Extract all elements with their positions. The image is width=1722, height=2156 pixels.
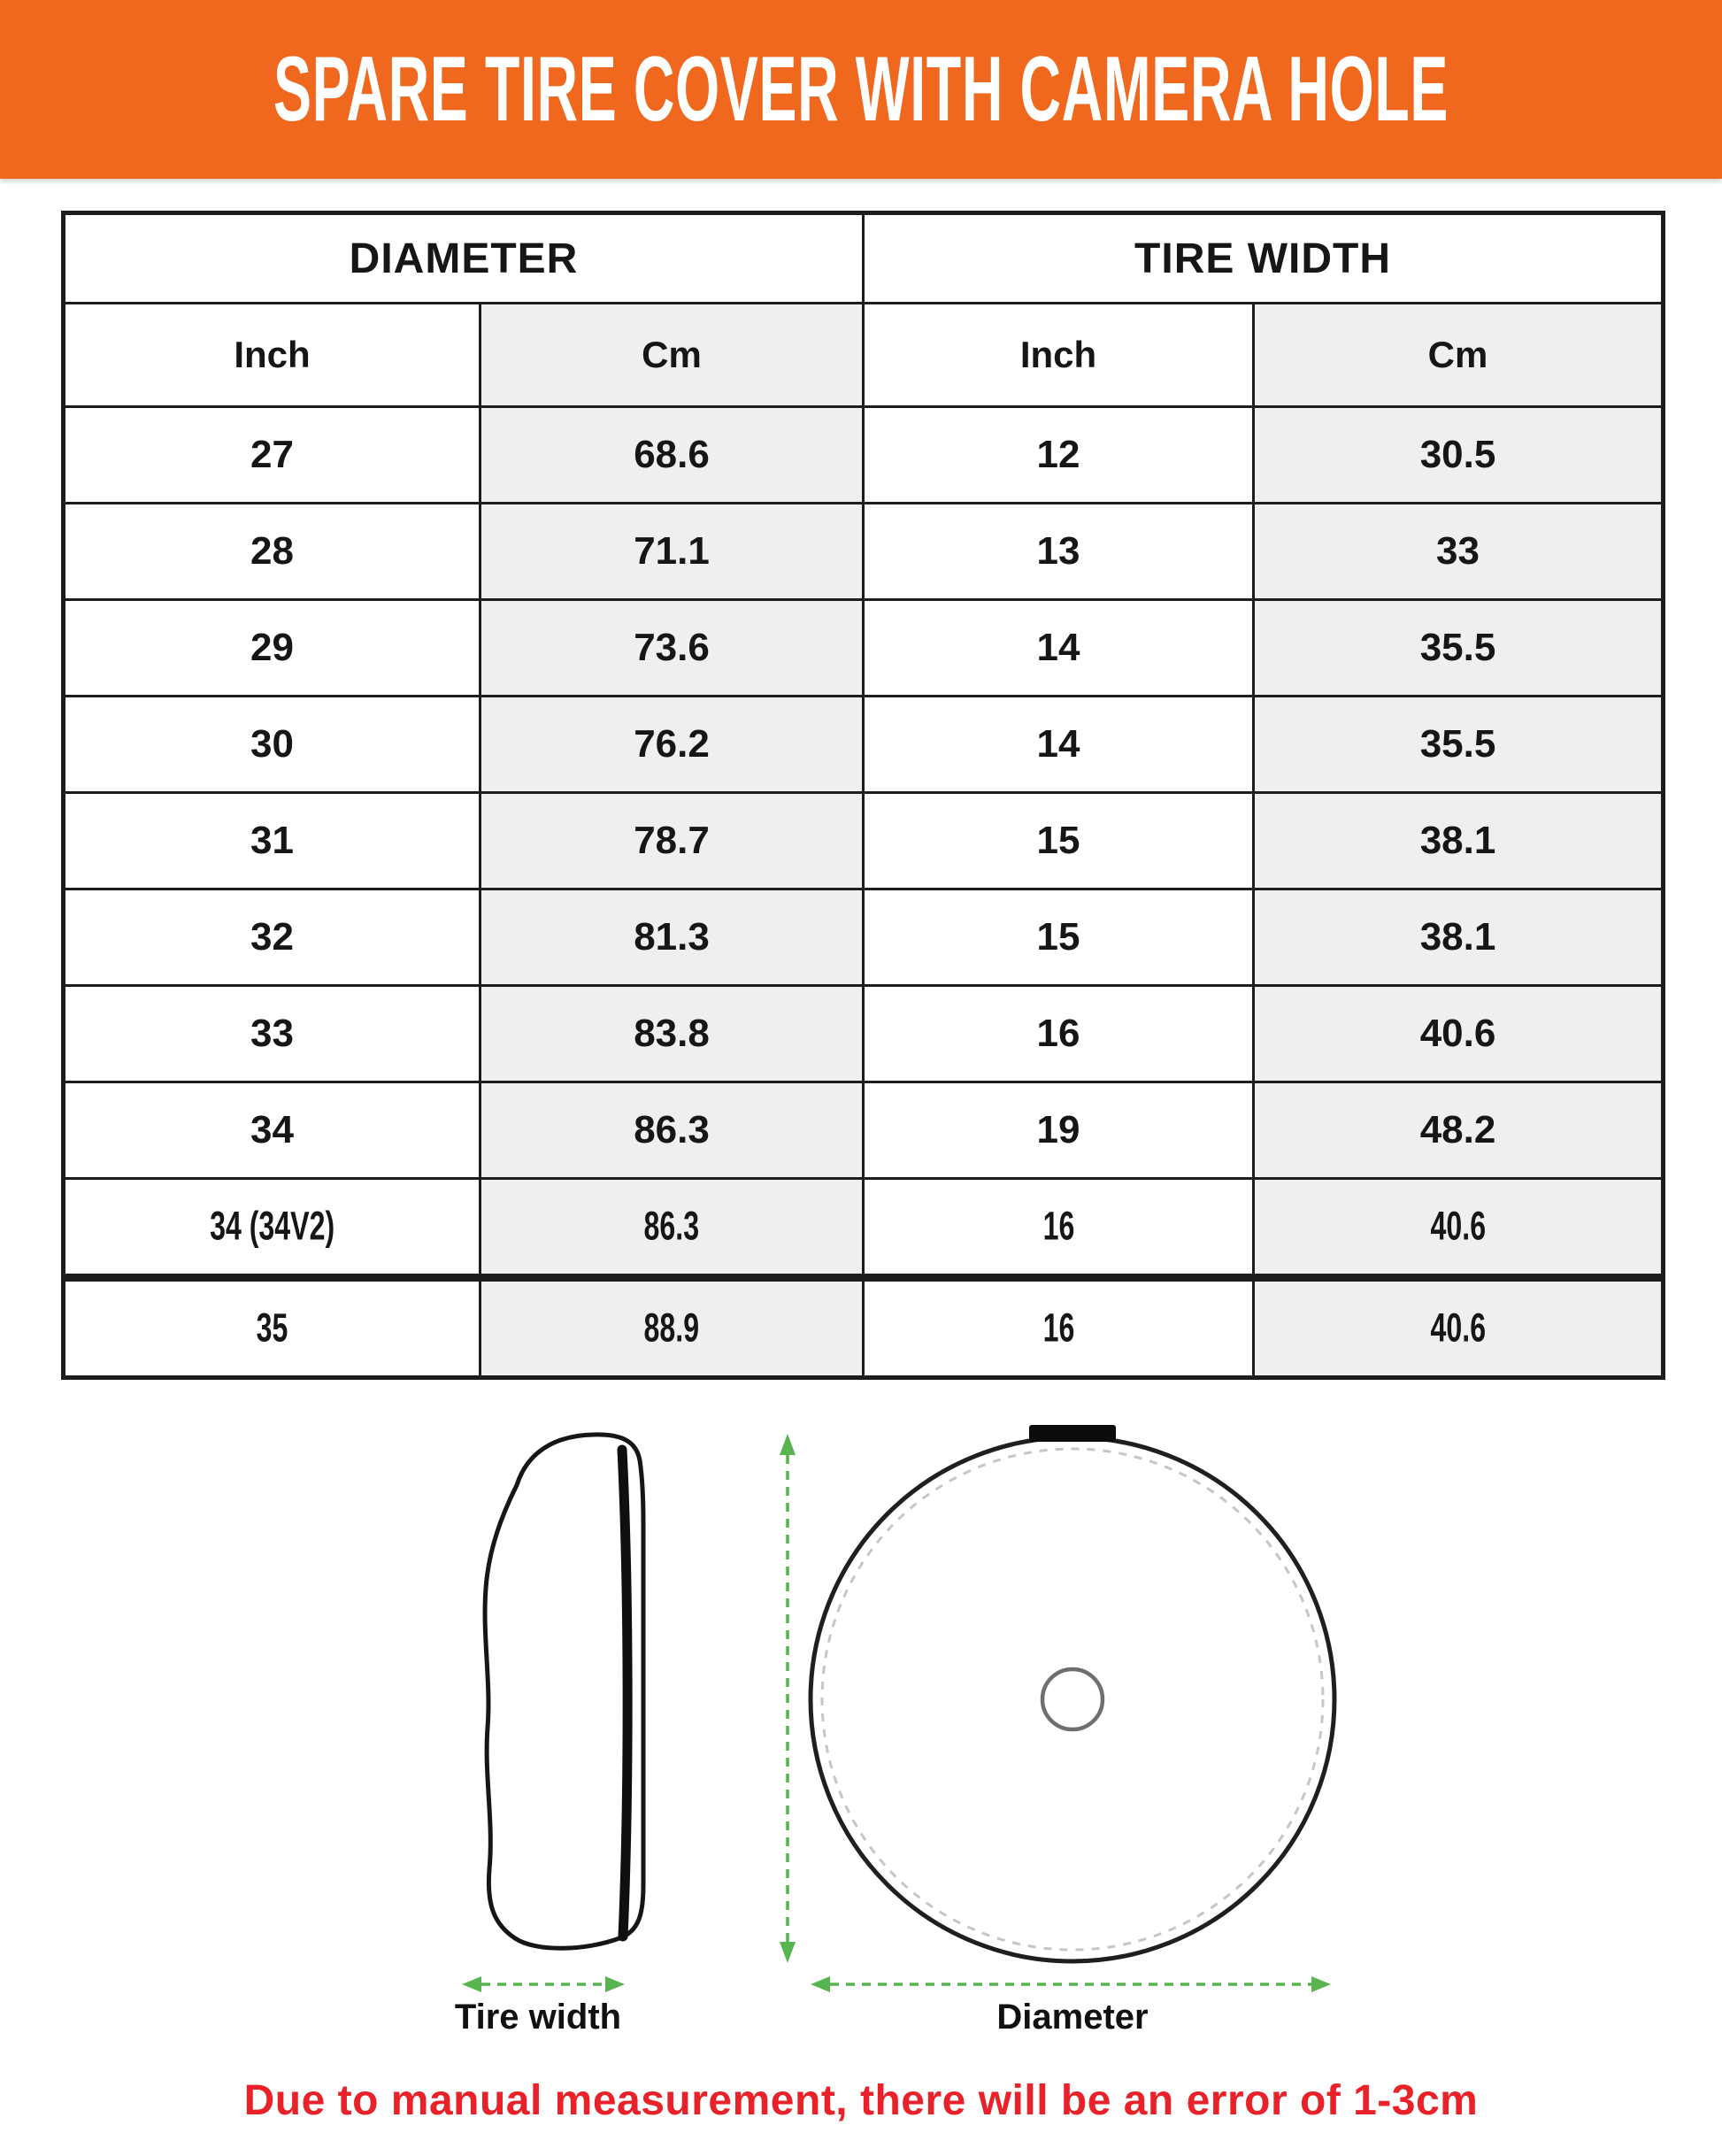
- inch-value-cell: 32: [64, 889, 480, 986]
- page-title: SPARE TIRE COVER WITH CAMERA HOLE: [273, 37, 1449, 141]
- table-row: [64, 1179, 1664, 1278]
- col-header-width-inch: Inch: [864, 304, 1254, 407]
- inch-value-cell: 19: [864, 1082, 1254, 1179]
- measurement-diagram: [0, 1381, 1722, 2156]
- inch-value-cell: 31: [64, 793, 480, 889]
- inch-value-cell: 27: [64, 407, 480, 504]
- inch-value-cell: 14: [864, 600, 1254, 697]
- size-chart-table: [61, 211, 1665, 1380]
- inch-value-cell: 16: [864, 986, 1254, 1082]
- table-row: [64, 1082, 1664, 1179]
- inch-value-cell: 15: [864, 793, 1254, 889]
- cm-value-cell: 73.6: [480, 600, 864, 697]
- group-header-tire-width: TIRE WIDTH: [864, 213, 1664, 304]
- cm-value-cell: 86.3: [480, 1179, 864, 1278]
- table-row: [64, 1278, 1664, 1378]
- cm-value-cell: 30.5: [1254, 407, 1664, 504]
- table-row: [64, 504, 1664, 600]
- tire-side-view-icon: [485, 1435, 643, 1948]
- inch-value-cell: 28: [64, 504, 480, 600]
- table-row: [64, 986, 1664, 1082]
- cm-value-cell: 88.9: [480, 1278, 864, 1378]
- tire-width-label: Tire width: [454, 1998, 622, 2037]
- inch-value-cell: 16: [864, 1278, 1254, 1378]
- table-row: [64, 600, 1664, 697]
- hanging-tab-icon: [1029, 1425, 1116, 1442]
- inch-value-cell: 34: [64, 1082, 480, 1179]
- measurement-error-note: Due to manual measurement, there will be an error of 1-3cm: [243, 2077, 1479, 2124]
- cm-value-cell: 83.8: [480, 986, 864, 1082]
- cm-value-cell: 35.5: [1254, 600, 1664, 697]
- inch-value-cell: 30: [64, 697, 480, 793]
- inch-value-cell: 15: [864, 889, 1254, 986]
- inch-value-cell: 14: [864, 697, 1254, 793]
- table-row: [64, 889, 1664, 986]
- inch-value-cell: 33: [64, 986, 480, 1082]
- title-banner: [0, 0, 1722, 179]
- table-row: [64, 407, 1664, 504]
- group-header-diameter: DIAMETER: [64, 213, 864, 304]
- diameter-vertical-arrow: [780, 1434, 796, 1963]
- cm-value-cell: 33: [1254, 504, 1664, 600]
- inch-value-cell: 35: [64, 1278, 480, 1378]
- cm-value-cell: 76.2: [480, 697, 864, 793]
- inch-value-cell: 16: [864, 1179, 1254, 1278]
- col-header-width-cm: Cm: [1254, 304, 1664, 407]
- inch-value-cell: 12: [864, 407, 1254, 504]
- inch-value-cell: 29: [64, 600, 480, 697]
- cm-value-cell: 68.6: [480, 407, 864, 504]
- cm-value-cell: 86.3: [480, 1082, 864, 1179]
- cm-value-cell: 35.5: [1254, 697, 1664, 793]
- diameter-horizontal-arrow: [811, 1976, 1331, 1992]
- cm-value-cell: 38.1: [1254, 889, 1664, 986]
- table-row: [64, 793, 1664, 889]
- table-row: [64, 697, 1664, 793]
- cm-value-cell: 71.1: [480, 504, 864, 600]
- size-table-body: [64, 407, 1664, 1378]
- cm-value-cell: 38.1: [1254, 793, 1664, 889]
- cm-value-cell: 81.3: [480, 889, 864, 986]
- col-header-diameter-inch: Inch: [64, 304, 480, 407]
- diameter-label: Diameter: [996, 1998, 1149, 2037]
- inch-value-cell: 34 (34V2): [64, 1179, 480, 1278]
- column-header-row: [64, 304, 1664, 407]
- col-header-diameter-cm: Cm: [480, 304, 864, 407]
- cm-value-cell: 48.2: [1254, 1082, 1664, 1179]
- group-header-row: [64, 213, 1664, 304]
- tire-front-view-icon: [811, 1425, 1334, 1961]
- cm-value-cell: 40.6: [1254, 986, 1664, 1082]
- camera-hole-icon: [1042, 1669, 1103, 1729]
- cm-value-cell: 78.7: [480, 793, 864, 889]
- tire-width-arrow: [462, 1976, 625, 1992]
- cm-value-cell: 40.6: [1254, 1278, 1664, 1378]
- inch-value-cell: 13: [864, 504, 1254, 600]
- cm-value-cell: 40.6: [1254, 1179, 1664, 1278]
